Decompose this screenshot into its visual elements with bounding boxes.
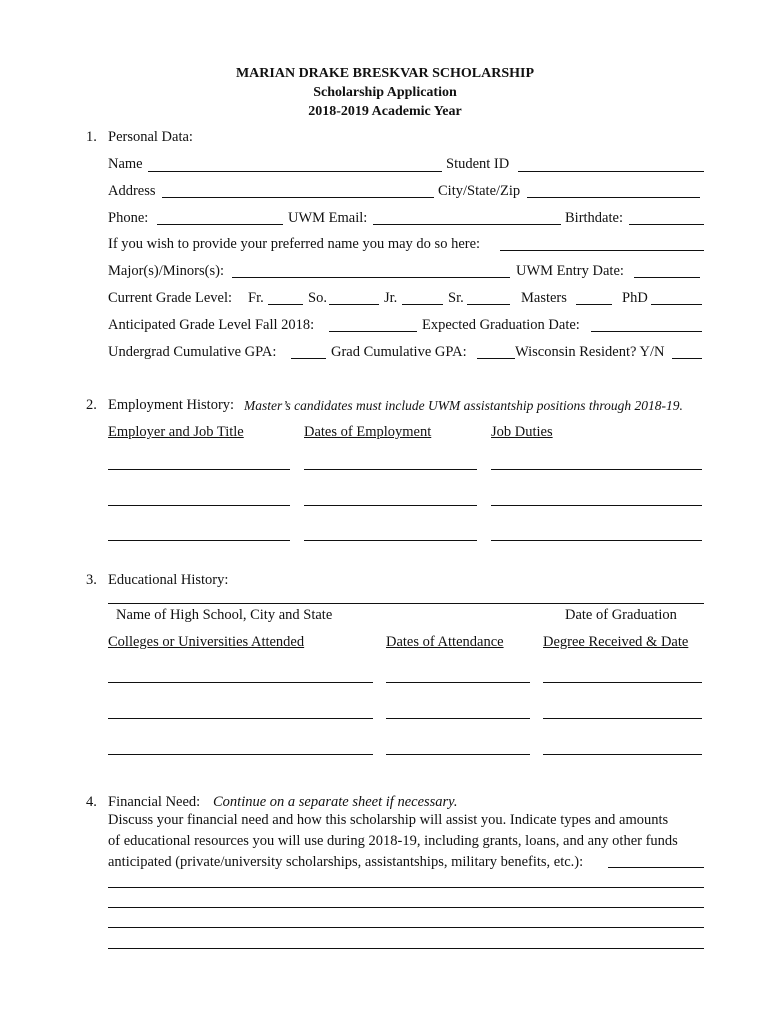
grade-phd-label: PhD bbox=[622, 290, 648, 306]
employment-dates-field-2[interactable] bbox=[304, 505, 477, 506]
address-field[interactable] bbox=[162, 197, 434, 198]
uwm-email-field[interactable] bbox=[373, 224, 561, 225]
grad-gpa-field[interactable] bbox=[477, 358, 515, 359]
phone-label: Phone: bbox=[108, 210, 149, 226]
employer-column-header: Employer and Job Title bbox=[108, 424, 244, 440]
employer-field-2[interactable] bbox=[108, 505, 290, 506]
uwm-email-label: UWM Email: bbox=[288, 210, 368, 226]
address-label: Address bbox=[108, 183, 156, 199]
section-4-note: Continue on a separate sheet if necessary. bbox=[213, 794, 458, 810]
high-school-field[interactable] bbox=[108, 603, 704, 604]
grade-jr-label: Jr. bbox=[384, 290, 398, 306]
form-title: MARIAN DRAKE BRESKVAR SCHOLARSHIP bbox=[235, 66, 535, 81]
financial-need-field-0[interactable] bbox=[608, 867, 704, 868]
section-4-number: 4. bbox=[86, 794, 97, 810]
grade-masters-label: Masters bbox=[521, 290, 567, 306]
section-2-title: Employment History: bbox=[108, 397, 235, 413]
entry-date-field[interactable] bbox=[634, 277, 700, 278]
financial-need-text-1: Discuss your financial need and how this scholarship will assist you. Indicate types and amounts bbox=[108, 812, 669, 828]
financial-need-text-2: of educational resources you will use during 2018-19, including grants, loans, and any other funds bbox=[108, 833, 678, 849]
section-2-number: 2. bbox=[86, 397, 97, 413]
expected-grad-label: Expected Graduation Date: bbox=[422, 317, 580, 333]
grade-so-label: So. bbox=[308, 290, 327, 306]
preferred-name-label: If you wish to provide your preferred name you may do so here: bbox=[108, 236, 481, 252]
attendance-dates-column-header: Dates of Attendance bbox=[386, 634, 504, 650]
student-id-label: Student ID bbox=[446, 156, 510, 172]
job-duties-field-1[interactable] bbox=[491, 469, 702, 470]
ug-gpa-label: Undergrad Cumulative GPA: bbox=[108, 344, 277, 360]
name-label: Name bbox=[108, 156, 143, 172]
grade-level-label: Current Grade Level: bbox=[108, 290, 233, 306]
anticipated-grade-field[interactable] bbox=[329, 331, 417, 332]
grade-fr-label: Fr. bbox=[248, 290, 264, 306]
section-1-title: Personal Data: bbox=[108, 129, 193, 145]
city-state-zip-label: City/State/Zip bbox=[438, 183, 521, 199]
financial-need-text-3: anticipated (private/university scholarships, assistantships, military benefits, etc.): bbox=[108, 854, 584, 870]
college-field-2[interactable] bbox=[108, 718, 373, 719]
hs-graduation-date-label: Date of Graduation bbox=[565, 607, 677, 623]
major-field[interactable] bbox=[232, 277, 510, 278]
preferred-name-field[interactable] bbox=[500, 250, 704, 251]
entry-date-label: UWM Entry Date: bbox=[516, 263, 624, 279]
section-1-number: 1. bbox=[86, 129, 97, 145]
college-field-3[interactable] bbox=[108, 754, 373, 755]
employment-dates-field-3[interactable] bbox=[304, 540, 477, 541]
attendance-dates-field-3[interactable] bbox=[386, 754, 530, 755]
phone-field[interactable] bbox=[157, 224, 283, 225]
attendance-dates-field-2[interactable] bbox=[386, 718, 530, 719]
wi-resident-label: Wisconsin Resident? Y/N bbox=[515, 344, 665, 360]
section-2-note: Master’s candidates must include UWM assistantship positions through 2018-19. bbox=[244, 398, 683, 413]
anticipated-grade-label: Anticipated Grade Level Fall 2018: bbox=[108, 317, 315, 333]
financial-need-field-2[interactable] bbox=[108, 907, 704, 908]
grade-masters-field[interactable] bbox=[576, 304, 612, 305]
major-label: Major(s)/Minors(s): bbox=[108, 263, 224, 279]
expected-grad-field[interactable] bbox=[591, 331, 702, 332]
attendance-dates-field-1[interactable] bbox=[386, 682, 530, 683]
employer-field-3[interactable] bbox=[108, 540, 290, 541]
birthdate-field[interactable] bbox=[629, 224, 704, 225]
grade-jr-field[interactable] bbox=[402, 304, 443, 305]
name-field[interactable] bbox=[148, 171, 442, 172]
high-school-label: Name of High School, City and State bbox=[116, 607, 333, 623]
employment-dates-field-1[interactable] bbox=[304, 469, 477, 470]
grade-sr-label: Sr. bbox=[448, 290, 464, 306]
grade-sr-field[interactable] bbox=[467, 304, 510, 305]
employment-dates-column-header: Dates of Employment bbox=[304, 424, 432, 440]
college-field-1[interactable] bbox=[108, 682, 373, 683]
financial-need-field-4[interactable] bbox=[108, 948, 704, 949]
grade-so-field[interactable] bbox=[329, 304, 379, 305]
ug-gpa-field[interactable] bbox=[291, 358, 326, 359]
job-duties-field-2[interactable] bbox=[491, 505, 702, 506]
section-3-title: Educational History: bbox=[108, 572, 229, 588]
financial-need-field-3[interactable] bbox=[108, 927, 704, 928]
city-state-zip-field[interactable] bbox=[527, 197, 700, 198]
section-3-number: 3. bbox=[86, 572, 97, 588]
grad-gpa-label: Grad Cumulative GPA: bbox=[331, 344, 467, 360]
student-id-field[interactable] bbox=[518, 171, 704, 172]
degree-field-1[interactable] bbox=[543, 682, 702, 683]
academic-year: 2018-2019 Academic Year bbox=[308, 104, 462, 119]
degree-column-header: Degree Received & Date bbox=[543, 634, 689, 650]
employer-field-1[interactable] bbox=[108, 469, 290, 470]
wi-resident-field[interactable] bbox=[672, 358, 702, 359]
form-subtitle: Scholarship Application bbox=[313, 85, 457, 100]
job-duties-column-header: Job Duties bbox=[491, 424, 553, 440]
degree-field-2[interactable] bbox=[543, 718, 702, 719]
degree-field-3[interactable] bbox=[543, 754, 702, 755]
grade-phd-field[interactable] bbox=[651, 304, 702, 305]
grade-fr-field[interactable] bbox=[268, 304, 303, 305]
financial-need-field-1[interactable] bbox=[108, 887, 704, 888]
colleges-column-header: Colleges or Universities Attended bbox=[108, 634, 305, 650]
section-4-title: Financial Need: bbox=[108, 794, 201, 810]
job-duties-field-3[interactable] bbox=[491, 540, 702, 541]
birthdate-label: Birthdate: bbox=[565, 210, 623, 226]
